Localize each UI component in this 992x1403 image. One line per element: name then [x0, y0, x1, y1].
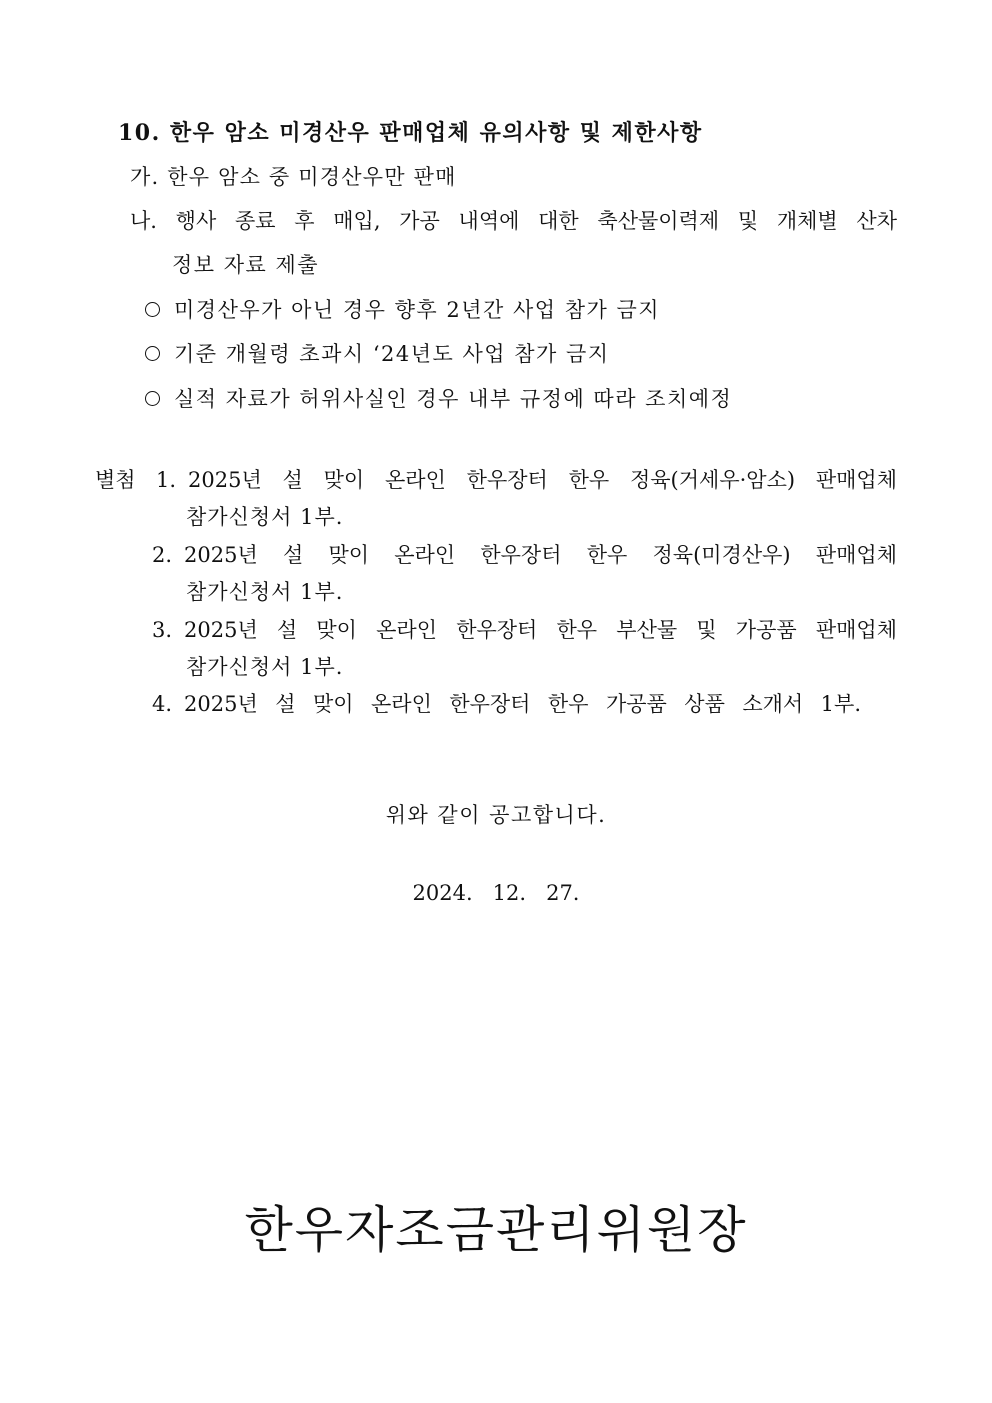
attachment-line1: 2025년 설 맞이 온라인 한우장터 한우 가공품 상품 소개서 1부.	[184, 692, 861, 716]
item-na-line1: 나. 행사 종료 후 매입, 가공 내역에 대한 축산물이력제 및 개체별 산차	[130, 209, 897, 233]
bullet-item: 미경산우가 아닌 경우 향후 2년간 사업 참가 금지	[145, 295, 660, 325]
item-na-line2: 정보 자료 제출	[172, 253, 320, 277]
attachments-label: 별첨	[95, 468, 136, 492]
attachment-line2: 참가신청서 1부.	[186, 655, 344, 679]
attachment-line1: 2025년 설 맞이 온라인 한우장터 한우 부산물 및 가공품 판매업체	[184, 618, 897, 642]
circle-bullet-icon	[145, 346, 160, 361]
notice-date: 2024. 12. 27.	[412, 881, 580, 905]
bullet-item: 기준 개월령 초과시 ‘24년도 사업 참가 금지	[145, 339, 610, 369]
circle-bullet-icon	[145, 391, 160, 406]
attachment-number: 2.	[152, 543, 173, 567]
issuer-signature: 한우자조금관리위원장	[244, 1201, 748, 1259]
circle-bullet-icon	[145, 302, 160, 317]
attachment-number: 3.	[152, 618, 173, 642]
section-title: 10. 한우 암소 미경산우 판매업체 유의사항 및 제한사항	[118, 120, 703, 146]
item-ga: 가. 한우 암소 중 미경산우만 판매	[130, 165, 457, 189]
closing-notice: 위와 같이 공고합니다.	[385, 803, 607, 827]
attachment-line2: 참가신청서 1부.	[186, 505, 344, 529]
attachment-line2: 참가신청서 1부.	[186, 580, 344, 604]
attachment-number: 4.	[152, 692, 173, 716]
attachment-line1: 2025년 설 맞이 온라인 한우장터 한우 정육(거세우·암소) 판매업체	[188, 468, 897, 492]
attachment-number: 1.	[156, 468, 177, 492]
attachment-line1: 2025년 설 맞이 온라인 한우장터 한우 정육(미경산우) 판매업체	[184, 543, 897, 567]
bullet-item: 실적 자료가 허위사실인 경우 내부 규정에 따라 조치예정	[145, 384, 732, 414]
